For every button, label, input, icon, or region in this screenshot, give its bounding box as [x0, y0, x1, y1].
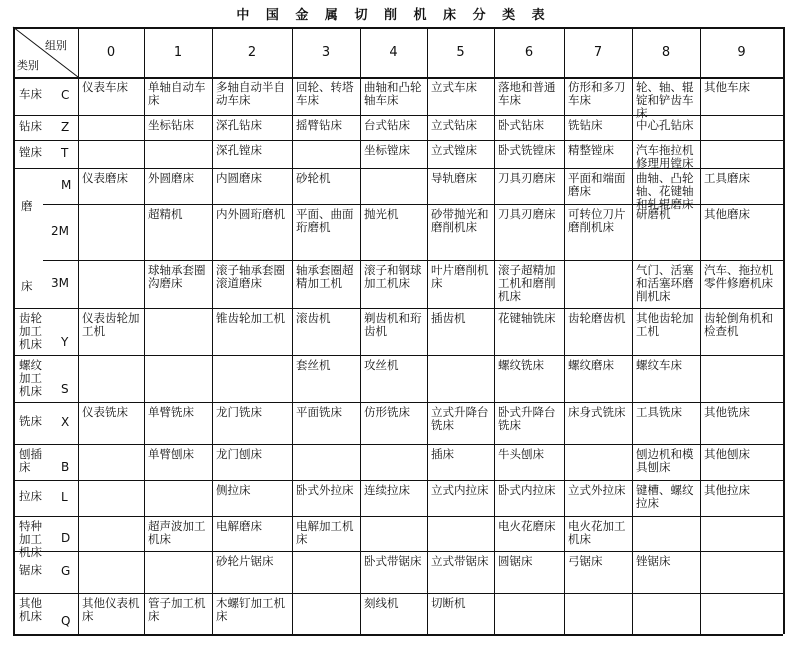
table-cell: 滚子和钢球加工机床: [364, 263, 422, 290]
table-cell: 刻线机: [364, 596, 399, 610]
table-cell: 立式钻床: [431, 118, 477, 132]
table-cell: 螺纹铣床: [498, 358, 544, 372]
table-cell: 攻丝机: [364, 358, 399, 372]
table-cell: 单臂刨床: [148, 447, 194, 461]
table-cell: 回轮、转塔车床: [296, 80, 354, 107]
table-cell: 滚子轴承套圈滚道磨床: [216, 263, 285, 290]
table-cell: 内圆磨床: [216, 171, 262, 185]
table-cell: 刀具刃磨床: [498, 207, 556, 221]
table-cell: [427, 355, 494, 402]
row-code: 3M: [51, 276, 69, 290]
group-header-6: 6: [524, 44, 534, 60]
row-label: 刨插床: [19, 447, 42, 474]
table-cell: 电解磨床: [216, 519, 262, 533]
table-cell: 刀具刃磨床: [498, 171, 556, 185]
grid-vline: [783, 27, 785, 634]
table-cell: 仪表铣床: [82, 405, 128, 419]
table-cell: 平面、曲面珩磨机: [296, 207, 354, 234]
table-cell: 其他铣床: [704, 405, 750, 419]
table-cell: 球轴承套圈沟磨床: [148, 263, 206, 290]
table-cell: 砂带抛光和磨削机床: [431, 207, 489, 234]
table-cell: 齿轮倒角机和检查机: [704, 311, 773, 338]
table-cell: 轴承套圈超精加工机: [296, 263, 354, 290]
table-cell: [78, 444, 144, 480]
table-cell: 外圆磨床: [148, 171, 194, 185]
table-cell: 摇臂钻床: [296, 118, 342, 132]
group-header-3: 3: [321, 44, 331, 60]
table-cell: 深孔钻床: [216, 118, 262, 132]
row-label: 其他机床: [19, 596, 42, 623]
table-cell: 叶片磨削机床: [431, 263, 489, 290]
table-cell: 单轴自动车床: [148, 80, 206, 107]
table-cell: [564, 593, 632, 634]
table-cell: [632, 593, 700, 634]
table-cell: [78, 204, 144, 260]
table-cell: 连续拉床: [364, 483, 410, 497]
group-header-5: 5: [456, 44, 465, 60]
table-cell: 滚齿机: [296, 311, 331, 325]
group-header-7: 7: [593, 44, 603, 60]
row-code: 2M: [51, 224, 69, 238]
row-code: M: [61, 178, 72, 192]
row-label: 螺纹加工机床: [19, 358, 42, 398]
table-cell: 其他刨床: [704, 447, 750, 461]
table-cell: 床身式铣床: [568, 405, 626, 419]
table-cell: [144, 480, 212, 516]
row-code: T: [61, 146, 69, 160]
row-label: 镗床: [19, 145, 42, 159]
table-cell: 插齿机: [431, 311, 466, 325]
table-cell: [292, 140, 360, 168]
row-code: Z: [61, 119, 70, 134]
table-cell: 立式升降台铣床: [431, 405, 489, 432]
table-cell: 切断机: [431, 596, 466, 610]
table-cell: [360, 516, 427, 551]
table-cell: 抛光机: [364, 207, 399, 221]
row-label: 钻床: [19, 118, 42, 133]
grinder-label-chuang: 床: [21, 279, 33, 293]
table-cell: 精整镗床: [568, 143, 614, 157]
group-header-9: 9: [737, 44, 746, 60]
table-cell: 电火花加工机床: [568, 519, 626, 546]
table-cell: 深孔镗床: [216, 143, 262, 157]
group-header-0: 0: [106, 44, 116, 60]
table-cell: 平面和端面磨床: [568, 171, 626, 198]
table-cell: 卧式钻床: [498, 118, 544, 132]
table-cell: 键槽、螺纹拉床: [636, 483, 694, 510]
table-cell: [78, 551, 144, 593]
table-cell: [700, 355, 783, 402]
table-cell: 可转位刀片磨削机床: [568, 207, 626, 234]
table-cell: 砂轮机: [296, 171, 331, 185]
table-cell: 管子加工机床: [148, 596, 206, 623]
table-cell: [144, 308, 212, 355]
table-cell: 汽车拖拉机修理用镗床: [636, 143, 694, 170]
table-cell: [632, 516, 700, 551]
table-cell: 刨边机和模具刨床: [636, 447, 694, 474]
table-cell: 剃齿机和珩齿机: [364, 311, 422, 338]
table-cell: 牛头刨床: [498, 447, 544, 461]
table-cell: 仿形铣床: [364, 405, 410, 419]
table-cell: 超声波加工机床: [148, 519, 206, 546]
table-cell: 仿形和多刀车床: [568, 80, 626, 107]
table-cell: 齿轮磨齿机: [568, 311, 626, 325]
table-cell: 卧式外拉床: [296, 483, 354, 497]
table-cell: 工具铣床: [636, 405, 682, 419]
table-cell: 锥齿轮加工机: [216, 311, 285, 325]
table-cell: [360, 444, 427, 480]
table-cell: 台式钻床: [364, 118, 410, 132]
corner-group-label: 组别: [45, 39, 67, 52]
table-cell: 圆锯床: [498, 554, 533, 568]
table-cell: [427, 516, 494, 551]
table-cell: 内外圆珩磨机: [216, 207, 285, 221]
row-code: C: [61, 88, 70, 102]
table-cell: 立式车床: [431, 80, 477, 94]
row-code: G: [61, 564, 71, 578]
table-cell: [292, 593, 360, 634]
table-cell: 立式外拉床: [568, 483, 626, 497]
table-cell: [700, 593, 783, 634]
table-cell: 仪表车床: [82, 80, 128, 94]
table-cell: [564, 444, 632, 480]
row-code: B: [61, 460, 70, 474]
table-cell: 单臂铣床: [148, 405, 194, 419]
table-cell: [292, 551, 360, 593]
table-cell: 工具磨床: [704, 171, 750, 185]
row-code: S: [61, 382, 69, 396]
table-cell: 卧式内拉床: [498, 483, 556, 497]
table-cell: 螺纹磨床: [568, 358, 614, 372]
row-label: 锯床: [19, 563, 42, 577]
table-cell: [212, 355, 292, 402]
table-cell: 中心孔钻床: [636, 118, 694, 132]
table-cell: 坐标镗床: [364, 143, 410, 157]
table-cell: 其他齿轮加工机: [636, 311, 694, 338]
table-cell: [78, 355, 144, 402]
table-cell: 螺纹车床: [636, 358, 682, 372]
table-cell: 铣钻床: [568, 118, 603, 132]
row-label: 特种加工机床: [19, 519, 42, 559]
row-label: 拉床: [19, 489, 42, 503]
table-cell: 其他车床: [704, 80, 750, 94]
table-cell: 立式带锯床: [431, 554, 489, 568]
group-header-2: 2: [247, 44, 257, 60]
grinder-label-mo: 磨: [21, 199, 33, 213]
row-code: L: [61, 490, 68, 504]
table-cell: 曲轴和凸轮轴车床: [364, 80, 422, 107]
table-cell: 卧式铣镗床: [498, 143, 556, 157]
table-cell: 落地和普通车床: [498, 80, 556, 107]
table-cell: [78, 115, 144, 140]
table-cell: [78, 516, 144, 551]
row-label: 铣床: [19, 414, 42, 428]
table-cell: 超精机: [148, 207, 183, 221]
table-cell: [700, 140, 783, 168]
table-cell: 木螺钉加工机床: [216, 596, 285, 623]
table-cell: 平面铣床: [296, 405, 342, 419]
table-cell: [78, 260, 144, 308]
table-cell: 立式内拉床: [431, 483, 489, 497]
table-cell: [144, 355, 212, 402]
classification-table: [13, 27, 783, 647]
table-cell: 多轴自动半自动车床: [216, 80, 285, 107]
row-code: X: [61, 415, 70, 429]
table-cell: [144, 551, 212, 593]
table-cell: 滚子超精加工机和磨削机床: [498, 263, 556, 303]
table-cell: 坐标钻床: [148, 118, 194, 132]
row-code: Q: [61, 614, 71, 628]
table-cell: 侧拉床: [216, 483, 251, 497]
table-cell: [494, 593, 564, 634]
row-label: 车床: [19, 87, 42, 101]
group-header-4: 4: [389, 44, 398, 60]
table-cell: 轮、轴、辊锭和铲齿车床: [636, 80, 694, 120]
table-cell: 其他仪表机床: [82, 596, 140, 623]
grid-hline: [13, 634, 783, 636]
table-cell: 仪表齿轮加工机: [82, 311, 140, 338]
table-cell: 曲轴、凸轮轴、花键轴和轧辊磨床: [636, 171, 694, 211]
table-cell: 砂轮片锯床: [216, 554, 274, 568]
table-cell: [700, 115, 783, 140]
table-cell: 其他拉床: [704, 483, 750, 497]
table-cell: 锉锯床: [636, 554, 671, 568]
table-cell: 花键轴铣床: [498, 311, 556, 325]
table-cell: 套丝机: [296, 358, 331, 372]
table-cell: [78, 480, 144, 516]
table-cell: 汽车、拖拉机零件修磨机床: [704, 263, 773, 290]
table-cell: 研磨机: [636, 207, 671, 221]
row-code: D: [61, 531, 71, 545]
table-cell: 电解加工机床: [296, 519, 354, 546]
table-cell: [144, 140, 212, 168]
table-cell: 卧式升降台铣床: [498, 405, 556, 432]
table-cell: 龙门刨床: [216, 447, 262, 461]
group-header-1: 1: [173, 44, 183, 60]
page-title: 中 国 金 属 切 削 机 床 分 类 表: [236, 8, 551, 23]
group-header-8: 8: [661, 44, 671, 60]
table-cell: [360, 168, 427, 204]
row-label: 齿轮加工机床: [19, 311, 42, 351]
table-cell: 电火花磨床: [498, 519, 556, 533]
table-cell: 导轨磨床: [431, 171, 477, 185]
table-cell: [564, 260, 632, 308]
table-cell: 立式镗床: [431, 143, 477, 157]
table-cell: [700, 516, 783, 551]
table-cell: 卧式带锯床: [364, 554, 422, 568]
table-cell: [292, 444, 360, 480]
table-cell: 仪表磨床: [82, 171, 128, 185]
table-cell: [78, 140, 144, 168]
table-cell: 弓锯床: [568, 554, 603, 568]
corner-category-label: 类别: [17, 59, 39, 72]
table-cell: [700, 551, 783, 593]
table-cell: 插床: [431, 447, 454, 461]
table-cell: 其他磨床: [704, 207, 750, 221]
table-cell: 气门、活塞和活塞环磨削机床: [636, 263, 694, 303]
row-code: Y: [61, 335, 69, 349]
table-cell: 龙门铣床: [216, 405, 262, 419]
